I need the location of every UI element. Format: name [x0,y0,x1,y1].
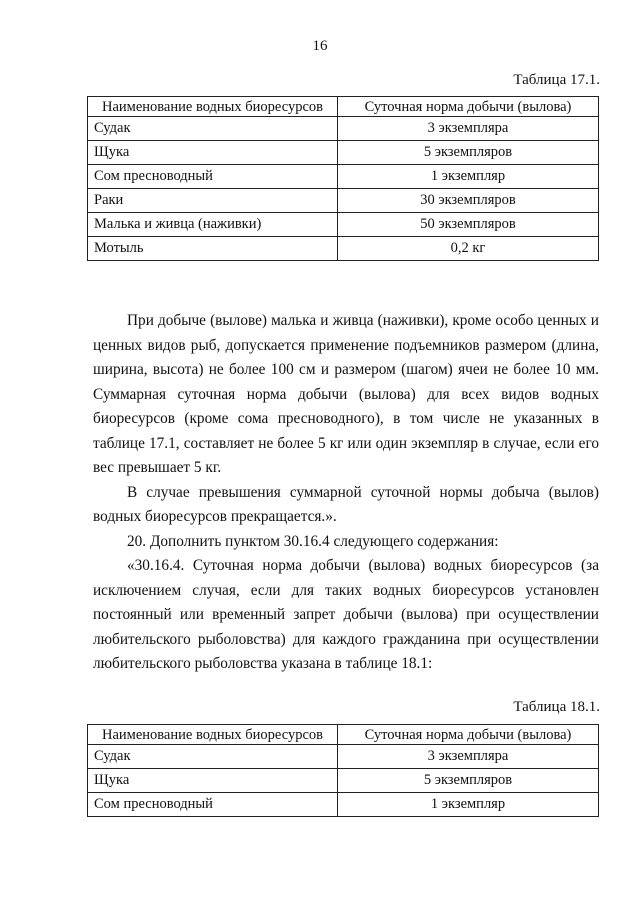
species-cell: Щука [88,769,338,793]
paragraph-30-16-4: «30.16.4. Суточная норма добычи (вылова) водных биоресурсов (за исключением случая, если для таких водных биоресурсов установлен постоянный или временный запрет добычи (вылова) при осуществлении любительского рыболовства) для каждого гражданина при осуществлении любительского рыболовства указана в таблице 18.1: [93,557,599,672]
body-text [93,309,599,677]
norm-cell: 50 экземпляров [338,213,599,237]
paragraph-fry-bait: При добыче (вылове) малька и живца (наживки), кроме особо ценных и ценных видов рыб, допускается применение подъемников размером (длина, ширина, высота) не более 100 см и размером (шагом) ячеи не более 10 мм. Суммарная суточная норма добычи (вылова) для всех видов водных биоресурсов (кроме сома пресноводного), в том числе не указанных в таблице 17.1, составляет не более 5 кг или один экземпляр в случае, если его вес превышает 5 кг. [93,312,599,476]
table-row [88,213,599,237]
norm-cell: 3 экземпляра [338,745,599,769]
species-cell: Сом пресноводный [88,793,338,817]
table-17-1 [87,96,599,261]
norm-cell: 1 экземпляр [338,165,599,189]
table-18-1-caption: Таблица 18.1. [513,699,600,715]
species-cell: Малька и живца (наживки) [88,213,338,237]
species-cell: Щука [88,141,338,165]
norm-cell: 5 экземпляров [338,769,599,793]
norm-cell: 0,2 кг [338,237,599,261]
paragraph-amendment-20: 20. Дополнить пунктом 30.16.4 следующего содержания: [127,532,499,550]
table-row [88,769,599,793]
species-cell: Судак [88,745,338,769]
column-header-norm: Суточная норма добычи (вылова) [338,97,599,117]
species-cell: Судак [88,117,338,141]
norm-cell: 3 экземпляра [338,117,599,141]
table-17-1-caption: Таблица 17.1. [513,72,600,88]
table-row [88,117,599,141]
table-row [88,165,599,189]
norm-cell: 5 экземпляров [338,141,599,165]
table-18-1 [87,724,599,817]
table-header-row [88,97,599,117]
column-header-species: Наименование водных биоресурсов [88,97,338,117]
table-row [88,745,599,769]
table-row [88,237,599,261]
table-row [88,189,599,213]
norm-cell: 30 экземпляров [338,189,599,213]
norm-cell: 1 экземпляр [338,793,599,817]
table-row [88,141,599,165]
column-header-species: Наименование водных биоресурсов [88,725,338,745]
paragraph-limit-exceeded: В случае превышения суммарной суточной нормы добыча (вылов) водных биоресурсов прекращается.». [93,483,599,525]
species-cell: Мотыль [88,237,338,261]
table-row [88,793,599,817]
page-number: 16 [312,38,328,54]
species-cell: Сом пресноводный [88,165,338,189]
species-cell: Раки [88,189,338,213]
column-header-norm: Суточная норма добычи (вылова) [338,725,599,745]
table-header-row [88,725,599,745]
